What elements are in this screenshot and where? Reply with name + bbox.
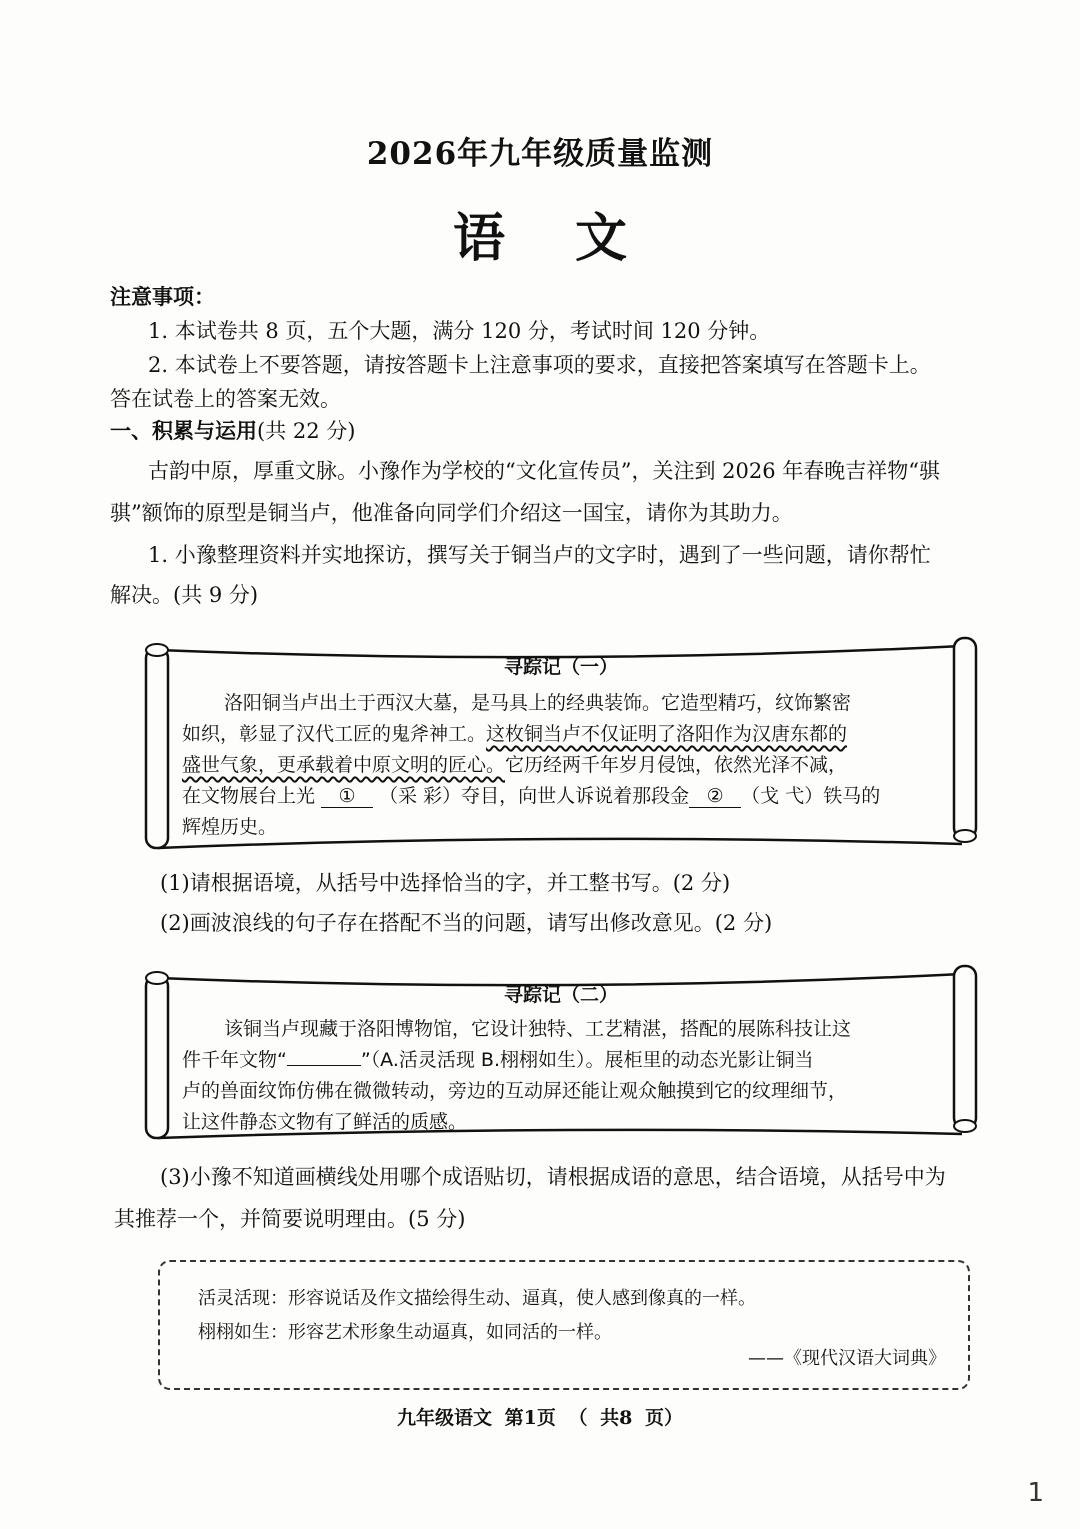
scroll-1-line-4-c: （戈 弋）铁马的 [741, 785, 881, 807]
dictionary-definition-1: 活灵活现：形容说话及作文描绘得生动、逼真，使人感到像真的一样。 [198, 1288, 756, 1309]
intro-paragraph-line-1: 古韵中原，厚重文脉。小豫作为学校的“文化宣传员”，关注到 2026 年春晚吉祥物“骐 [148, 459, 940, 483]
scroll-2-line-3: 卢的兽面纹饰仿佛在微微转动，旁边的互动屏还能让观众触摸到它的纹理细节， [182, 1080, 848, 1102]
question-1-2: (2)画波浪线的句子存在搭配不当的问题，请写出修改意见。(2 分) [160, 911, 773, 935]
scroll-1-line-3-text: 它历经两千年岁月侵蚀，依然光泽不减， [505, 754, 848, 776]
page-footer: 九年级语文 第1页 （ 共8 页） [397, 1407, 683, 1429]
blank-2: ② [689, 785, 741, 808]
blank-1: ① [321, 785, 373, 808]
subject-title: 语文 [452, 208, 697, 269]
dictionary-box [158, 1260, 970, 1390]
scroll-2-line-4: 让这件静态文物有了鲜活的质感。 [182, 1111, 468, 1133]
exam-title: 2026年九年级质量监测 [366, 136, 714, 172]
scroll-1-line-5: 辉煌历史。 [182, 816, 278, 838]
notes-item-2-cont: 答在试卷上的答案无效。 [110, 387, 341, 411]
scroll-1-body [182, 688, 962, 843]
wavy-sentence-part-1: 这枚铜当卢不仅证明了洛阳作为汉唐东都的 [486, 723, 848, 745]
page-number: 1 [1027, 1478, 1044, 1508]
scroll-1-line-4-a: 在文物展台上光 [182, 785, 316, 807]
scroll-2-line-2-a: 件千年文物“ [182, 1049, 287, 1071]
scroll-1-line-3 [182, 750, 962, 781]
wavy-sentence-part-2: 盛世气象，更承载着中原文明的匠心。 [182, 754, 506, 776]
scroll-1-line-1: 洛阳铜当卢出土于西汉大墓，是马具上的经典装饰。它造型精巧，纹饰繁密 [224, 692, 852, 714]
scroll-2-body [182, 1014, 962, 1138]
idiom-blank [287, 1045, 361, 1066]
section-heading [110, 416, 1010, 446]
question-1-3-line-2: 其推荐一个，并简要说明理由。(5 分) [114, 1207, 466, 1231]
scroll-2-line-2-b: ”（A.活灵活现 B.栩栩如生）。展柜里的动态光影让铜当 [360, 1049, 814, 1071]
dictionary-definition-2: 栩栩如生：形容艺术形象生动逼真，如同活的一样。 [198, 1322, 612, 1343]
scroll-box-2 [142, 960, 980, 1144]
question-1-line-2: 解决。(共 9 分) [110, 583, 259, 607]
scroll-2-line-1: 该铜当卢现藏于洛阳博物馆，它设计独特、工艺精湛，搭配的展陈科技让这 [224, 1018, 852, 1040]
intro-paragraph-line-2: 骐”额饰的原型是铜当卢，他准备向同学们介绍这一国宝，请你为其助力。 [110, 501, 793, 525]
scroll-1-line-2 [182, 719, 962, 750]
scroll-box-1 [142, 632, 980, 854]
scroll-1-title: 寻踪记（一） [503, 656, 618, 678]
dictionary-source: ——《现代汉语大词典》 [748, 1348, 946, 1369]
section-heading-label: 一、积累与运用 [110, 418, 257, 443]
notes-item-2: 2. 本试卷上不要答题，请按答题卡上注意事项的要求，直接把答案填写在答题卡上。 [148, 353, 931, 377]
scroll-2-title: 寻踪记（二） [503, 984, 618, 1006]
question-1-line-1: 1. 小豫整理资料并实地探访，撰写关于铜当卢的文字时，遇到了一些问题，请你帮忙 [148, 543, 931, 567]
notes-heading: 注意事项： [110, 284, 215, 309]
scroll-1-line-2-text: 如织，彰显了汉代工匠的鬼斧神工。 [182, 723, 487, 745]
question-1-3-line-1: (3)小豫不知道画横线处用哪个成语贴切，请根据成语的意思，结合语境，从括号中为 [160, 1165, 946, 1189]
question-1-1: (1)请根据语境，从括号中选择恰当的字，并工整书写。(2 分) [160, 871, 731, 895]
section-heading-score: (共 22 分) [257, 419, 356, 443]
scroll-2-line-2 [182, 1045, 962, 1076]
notes-item-1: 1. 本试卷共 8 页，五个大题，满分 120 分，考试时间 120 分钟。 [148, 319, 771, 343]
scroll-1-line-4-b: （采 彩）夺目，向世人诉说着那段金 [379, 785, 690, 807]
scroll-1-line-4 [182, 781, 962, 812]
